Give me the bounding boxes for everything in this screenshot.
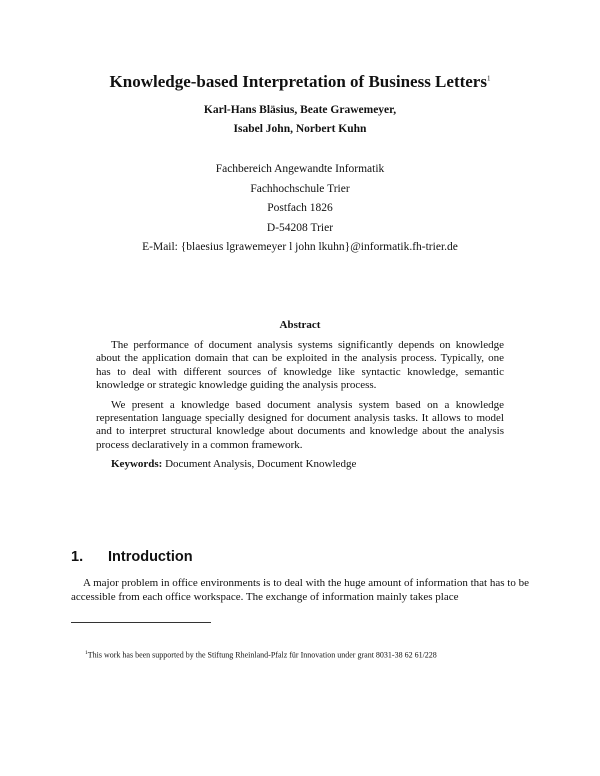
affiliation-department: Fachbereich Angewandte Informatik [215, 163, 385, 175]
title-footnote-marker: 1 [486, 74, 491, 83]
paper-title [0, 72, 600, 92]
author-line: Karl-Hans Bläsius, Beate Grawemeyer, [203, 104, 397, 116]
section-heading [71, 549, 193, 565]
title-text: Knowledge-based Interpretation of Business Letters [109, 72, 487, 91]
footnote-divider [71, 622, 211, 623]
keywords-label: Keywords: [111, 458, 163, 471]
abstract-heading: Abstract [279, 319, 321, 331]
abstract-body [96, 339, 504, 478]
section-number: 1. [71, 549, 84, 565]
affiliation-block [0, 160, 600, 258]
affiliation-institution: Fachhochschule Trier [250, 182, 350, 195]
abstract-paragraph: The performance of document analysis systems significantly depends on knowledge about the application domain that can be exploited in the analysis process. Typically, one has to deal with different sources of knowledge like syntactic knowledge, semantic knowledge or strategic knowledge guiding the analysis process. [96, 339, 504, 392]
affiliation-postbox: Postfach 1826 [267, 202, 333, 214]
keywords-line [96, 458, 504, 471]
keywords-text: Document Analysis, Document Knowledge [165, 458, 357, 471]
abstract-paragraph: We present a knowledge based document analysis system based on a knowledge representation language specially designed for document analysis tasks. It allows to model and to interpret structural knowledge about documents and knowledge about the analysis process declaratively in a common framework. [96, 398, 504, 451]
affiliation-email: E-Mail: {blaesius lgrawemeyer l john lkuhn}@informatik.fh-trier.de [142, 241, 458, 253]
affiliation-city: D-54208 Trier [266, 221, 334, 234]
author-list [0, 101, 600, 139]
author-line: Isabel John, Norbert Kuhn [233, 123, 367, 135]
introduction-paragraph: A major problem in office environments is to deal with the huge amount of information that has to be accessible from each office workspace. The exchange of information mainly takes place [71, 577, 529, 603]
section-title: Introduction [108, 549, 193, 565]
footnote-text: This work has been supported by the Stiftung Rheinland-Pfalz für Innovation under grant 8031-38 62 61/228 [87, 650, 437, 660]
footnote [85, 648, 437, 661]
footnote-marker: 1 [85, 650, 88, 656]
